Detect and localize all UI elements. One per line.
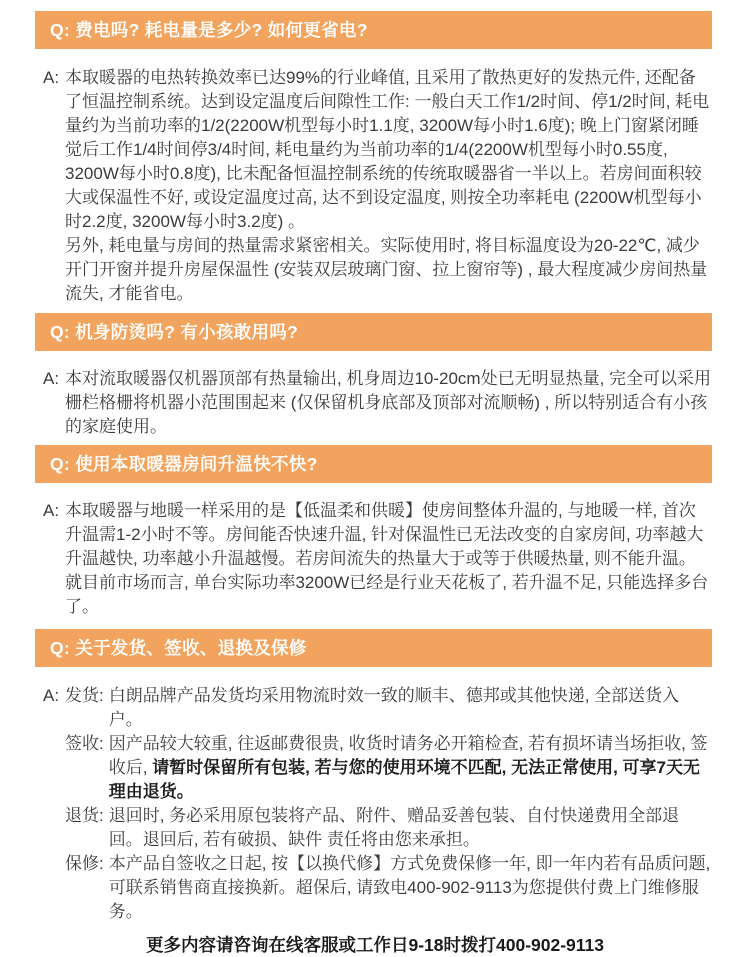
answer-content bbox=[65, 66, 712, 306]
item-text-regular: 退回时, 务必采用原包装将产品、附件、赠品妥善包装、自付快递费用全部退回。退回后, 若有破损、缺件 责任将由您来承担。 bbox=[108, 806, 680, 849]
faq-section-child-safety bbox=[0, 313, 750, 439]
item-text bbox=[109, 732, 712, 804]
item-label: 发货: bbox=[65, 686, 104, 705]
faq-section-power-usage bbox=[0, 11, 750, 306]
footer-contact-line: 更多内容请咨询在线客服或工作日9-18时拨打400-902-9113 bbox=[145, 935, 605, 955]
answer-paragraph: 另外, 耗电量与房间的热量需求紧密相关。实际使用时, 将目标温度设为20-22℃, 减少开门开窗并提升房屋保温性 (安装双层玻璃门窗、拉上窗帘等) , 最大程度减少房间热量流失, 才能省电。 bbox=[65, 236, 708, 303]
answer-item-warranty bbox=[65, 852, 712, 924]
item-label: 签收: bbox=[65, 734, 104, 753]
item-label: 退货: bbox=[65, 806, 104, 825]
answer-content bbox=[65, 684, 712, 924]
answer-content bbox=[65, 499, 712, 619]
item-text bbox=[109, 852, 712, 924]
answer-block bbox=[43, 499, 712, 619]
answer-block bbox=[43, 684, 712, 924]
question-bar: Q: 机身防烫吗? 有小孩敢用吗? bbox=[35, 313, 712, 351]
answer-block bbox=[43, 367, 712, 439]
item-text-regular: 本产品自签收之日起, 按【以换代修】方式免费保修一年, 即一年内若有品质问题, 可联系销售商直接换新。超保后, 请致电400-902-9113为您提供付费上门维修服务。 bbox=[108, 854, 711, 921]
answer-prefix: A: bbox=[43, 501, 60, 520]
item-text-regular: 因产品较大较重, 往返邮费很贵, 收货时请务必开箱检查, 若有损坏请当场拒收, 签收后, bbox=[108, 734, 708, 777]
faq-section-shipping-warranty bbox=[0, 629, 750, 924]
answer-prefix: A: bbox=[43, 369, 60, 388]
faq-section-heating-speed bbox=[0, 445, 750, 619]
answer-item-shipping bbox=[65, 684, 712, 732]
answer-paragraph: 就目前市场而言, 单台实际功率3200W已经是行业天花板了, 若升温不足, 只能选择多台了。 bbox=[65, 573, 709, 616]
answer-prefix: A: bbox=[43, 68, 60, 87]
question-bar: Q: 费电吗? 耗电量是多少? 如何更省电? bbox=[35, 11, 712, 49]
item-label: 保修: bbox=[65, 854, 104, 873]
question-bar: Q: 关于发货、签收、退换及保修 bbox=[35, 629, 712, 667]
answer-paragraph: 本取暖器与地暖一样采用的是【低温柔和供暖】使房间整体升温的, 与地暖一样, 首次升温需1-2小时不等。房间能否快速升温, 针对保温性已无法改变的自家房间, 功率越大升温越快, 功率越小升温越慢。若房间流失的热量大于或等于供暖热量, 则不能升温。 bbox=[65, 501, 704, 568]
item-text-bold: 请暂时保留所有包装, 若与您的使用环境不匹配, 无法正常使用, 可享7天无理由退货。 bbox=[108, 758, 700, 801]
item-text bbox=[109, 804, 712, 852]
question-bar: Q: 使用本取暖器房间升温快不快? bbox=[35, 445, 712, 483]
item-text-regular: 白朗品牌产品发货均采用物流时效一致的顺丰、德邦或其他快递, 全部送货入户。 bbox=[108, 686, 680, 729]
answer-item-returns bbox=[65, 804, 712, 852]
answer-block bbox=[43, 66, 712, 306]
item-text bbox=[109, 684, 712, 732]
answer-item-receiving bbox=[65, 732, 712, 804]
answer-content bbox=[65, 367, 712, 439]
answer-paragraph: 本对流取暖器仅机器顶部有热量输出, 机身周边10-20cm处已无明显热量, 完全可以采用栅栏格栅将机器小范围围起来 (仅保留机身底部及顶部对流顺畅) , 所以特别适合有小孩的家庭使用。 bbox=[65, 369, 712, 436]
answer-prefix: A: bbox=[43, 686, 60, 705]
answer-paragraph: 本取暖器的电热转换效率已达99%的行业峰值, 且采用了散热更好的发热元件, 还配备了恒温控制系统。达到设定温度后间隙性工作: 一般白天工作1/2时间、停1/2时间, 耗电量约为当前功率的1/2(2200W机型每小时1.1度, 3200W每小时1.6度); 晚上门窗紧闭睡觉后工作1/4时间停3/4时间, 耗电量约为当前功率的1/4(2200W机型每小时0.55度, 3200W每小时0.8度), 比未配备恒温控制系统的传统取暖器省一半以上。若房间面积较大或保温性不好, 或设定温度过高, 达不到设定温度, 则按全功率耗电 (2200W机型每小时2.2度, 3200W每小时3.2度) 。 bbox=[65, 68, 710, 231]
